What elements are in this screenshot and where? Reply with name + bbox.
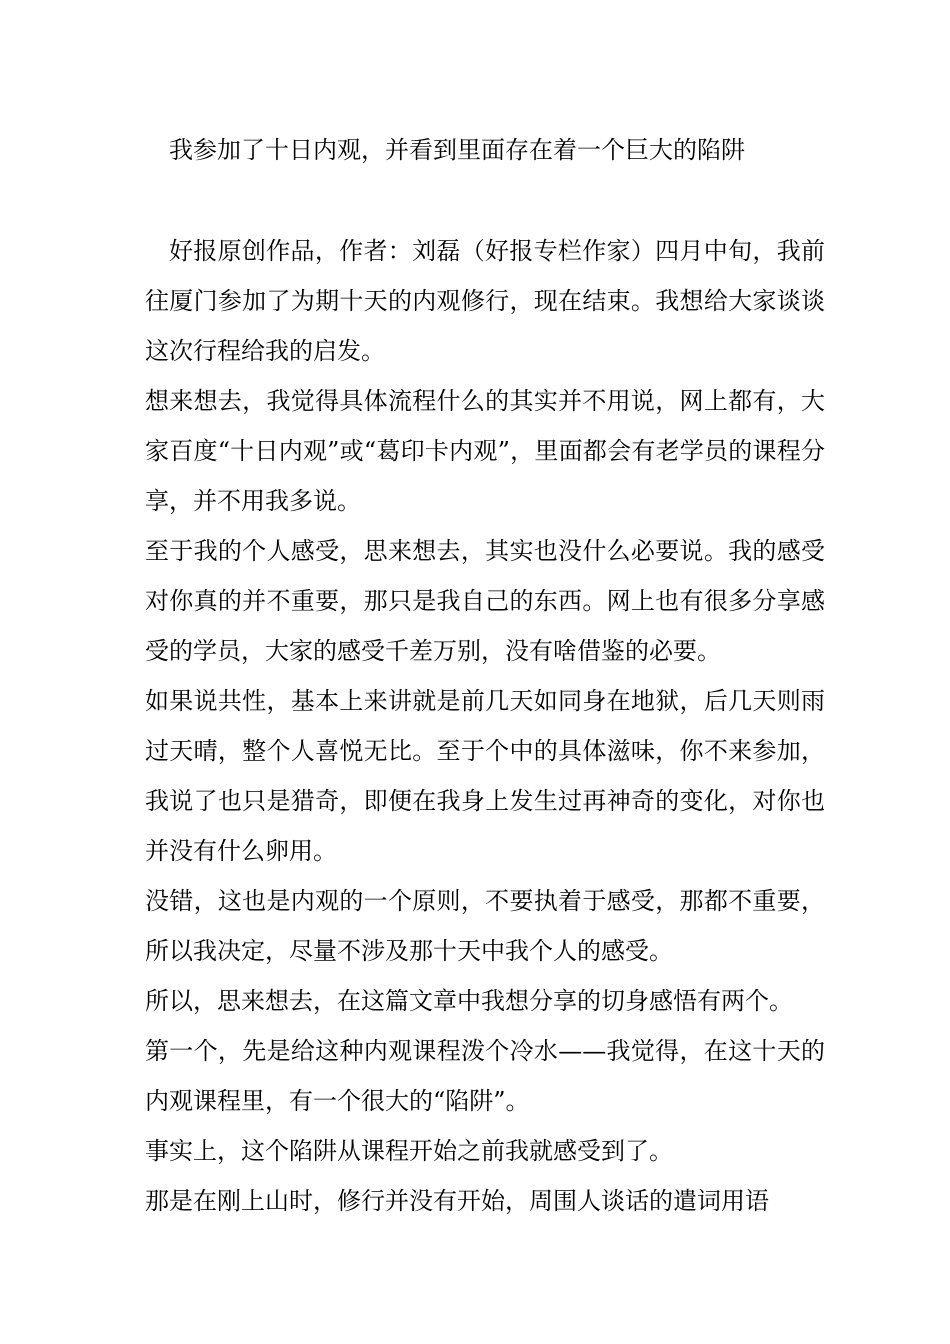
paragraph: 如果说共性，基本上来讲就是前几天如同身在地狱，后几天则雨过天晴，整个人喜悦无比。至于个中的具体滋味，你不来参加，我说了也只是猎奇，即便在我身上发生过再神奇的变化，对你也并没有什么卵用。	[145, 687, 825, 865]
document-title: 我参加了十日内观，并看到里面存在着一个巨大的陷阱	[169, 136, 745, 164]
paragraph: 那是在刚上山时，修行并没有开始，周围人谈话的遣词用语	[145, 1187, 769, 1215]
paragraph: 想来想去，我觉得具体流程什么的其实并不用说，网上都有，大家百度“十日内观”或“葛印卡内观”，里面都会有老学员的课程分享，并不用我多说。	[145, 387, 825, 515]
document-body	[145, 226, 825, 1226]
paragraph: 至于我的个人感受，思来想去，其实也没什么必要说。我的感受对你真的并不重要，那只是我自己的东西。网上也有很多分享感受的学员，大家的感受千差万别，没有啥借鉴的必要。	[145, 537, 825, 665]
paragraph-intro: 好报原创作品，作者：刘磊（好报专栏作家）四月中旬，我前往厦门参加了为期十天的内观修行，现在结束。我想给大家谈谈这次行程给我的启发。	[145, 237, 825, 365]
paragraph: 第一个，先是给这种内观课程泼个冷水——我觉得，在这十天的内观课程里，有一个很大的“陷阱”。	[145, 1037, 825, 1115]
paragraph: 事实上，这个陷阱从课程开始之前我就感受到了。	[145, 1137, 673, 1165]
paragraph: 所以，思来想去，在这篇文章中我想分享的切身感悟有两个。	[145, 987, 793, 1015]
paragraph: 没错，这也是内观的一个原则，不要执着于感受，那都不重要，所以我决定，尽量不涉及那十天中我个人的感受。	[145, 887, 825, 965]
